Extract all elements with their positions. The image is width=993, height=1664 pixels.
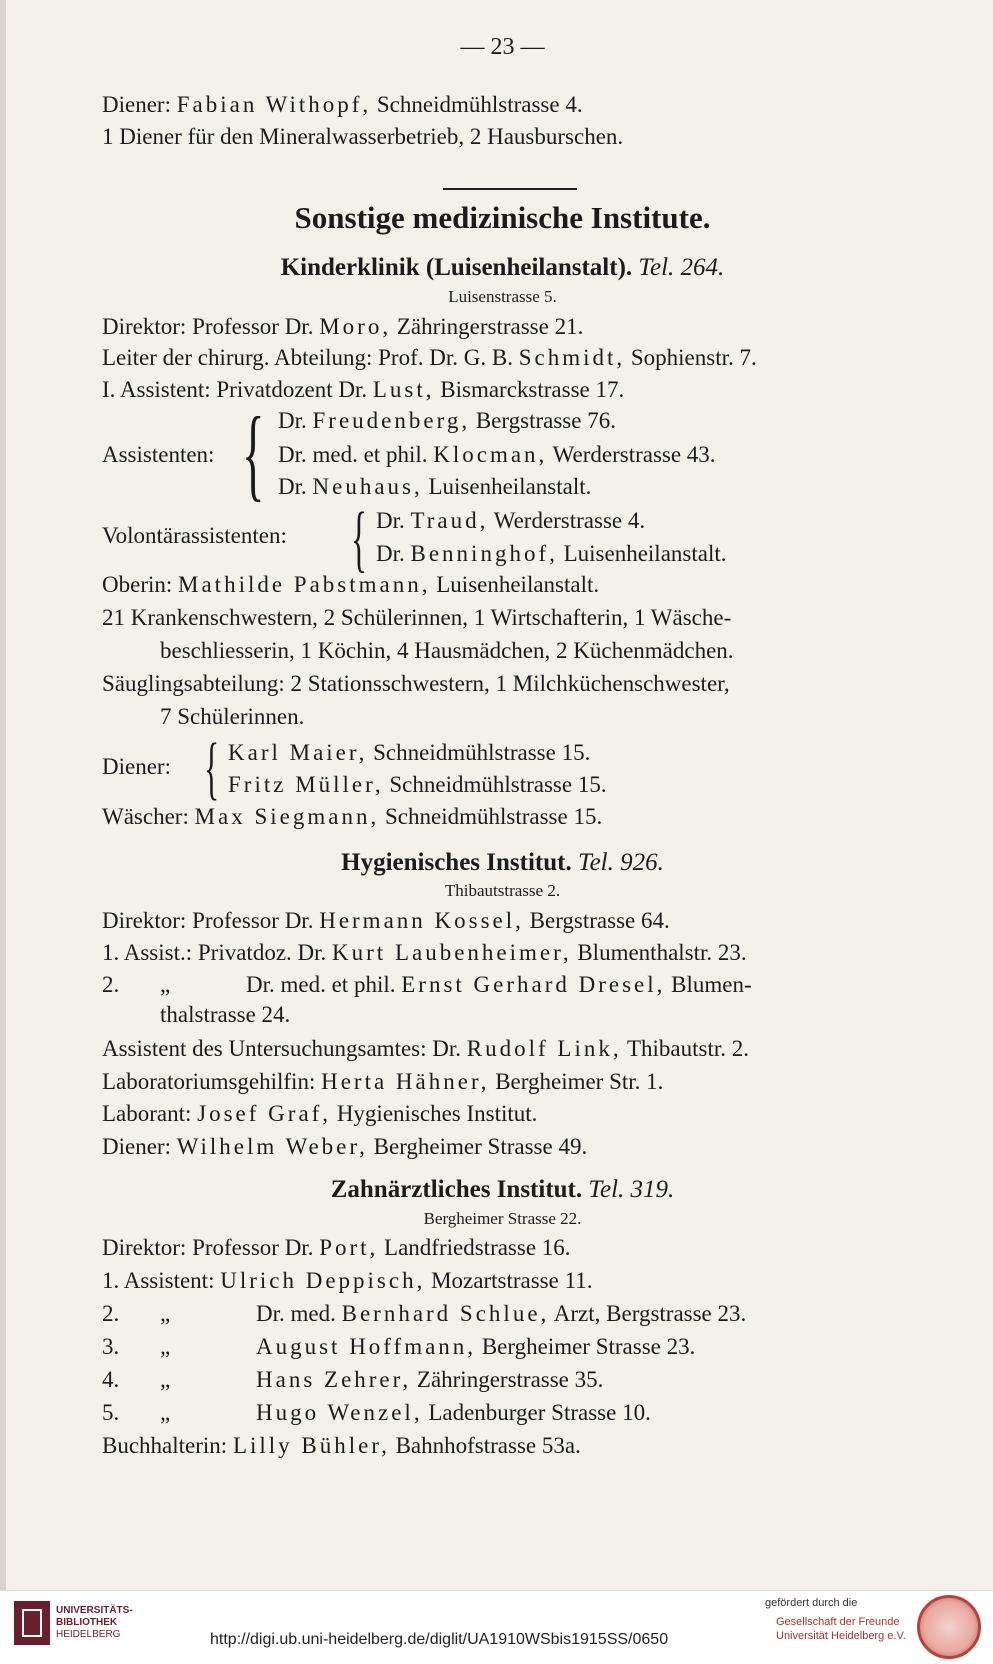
zahn-assistent: 1. Assistent: Ulrich Deppisch, Mozartstrasse 11. <box>102 1268 593 1293</box>
zahn-assistent: 5. „ Hugo Wenzel, Ladenburger Strasse 10. <box>102 1400 651 1425</box>
hygiene-laborant: Laborant: Josef Graf, Hygienisches Institut. <box>102 1101 538 1126</box>
zahn-assistent: 3. „ August Hoffmann, Bergheimer Strasse 23. <box>102 1334 696 1359</box>
zahn-assistent: 4. „ Hans Zehrer, Zähringerstrasse 35. <box>102 1367 604 1392</box>
zahn-heading: Zahnärztliches Institut. Tel. 319. <box>330 1176 675 1203</box>
diener-entry: Karl Maier, Schneidmühlstrasse 15. <box>228 740 591 765</box>
kinder-leiter: Leiter der chirurg. Abteilung: Prof. Dr. G. B. Schmidt, Sophienstr. 7. <box>102 345 757 370</box>
hygiene-direktor: Direktor: Professor Dr. Hermann Kossel, Bergstrasse 64. <box>102 908 670 933</box>
kinder-waescher: Wäscher: Max Siegmann, Schneidmühlstrasse 15. <box>102 804 603 829</box>
assistent-entry: Dr. Freudenberg, Bergstrasse 76. <box>278 408 616 433</box>
kinder-oberin: Oberin: Mathilde Pabstmann, Luisenheilanstalt. <box>102 572 600 597</box>
volontaer-entry: Dr. Traud, Werderstrasse 4. <box>376 508 646 533</box>
kinderklinik-address: Luisenstrasse 5. <box>448 287 557 306</box>
zahn-assistent: 2. „ Dr. med. Bernhard Schlue, Arzt, Bergstrasse 23. <box>102 1301 747 1326</box>
hygiene-assistent-1: 1. Assist.: Privatdoz. Dr. Kurt Laubenheimer, Blumenthalstr. 23. <box>102 940 747 965</box>
telephone: Tel. 926. <box>577 849 664 876</box>
university-seal-icon <box>917 1595 981 1659</box>
volontaer-label: Volontärassistenten: <box>102 523 287 548</box>
library-logo-icon <box>14 1601 50 1645</box>
brace: { <box>242 396 265 511</box>
page-number: — 23 — <box>460 34 545 60</box>
hygiene-heading: Hygienisches Institut. Tel. 926. <box>341 849 664 876</box>
staff-line: 1 Diener für den Mineralwasserbetrieb, 2 Hausburschen. <box>102 124 624 149</box>
assistenten-label: Assistenten: <box>102 442 215 467</box>
telephone: Tel. 319. <box>588 1176 675 1203</box>
hygiene-assistent-2-cont: thalstrasse 24. <box>160 1002 291 1027</box>
footer-bar <box>0 1590 993 1664</box>
permalink-url[interactable]: http://digi.ub.uni-heidelberg.de/diglit/UA1910WSbis1915SS/0650 <box>210 1631 669 1648</box>
telephone: Tel. 264. <box>638 254 725 281</box>
kinder-assistent-1: I. Assistent: Privatdozent Dr. Lust, Bismarckstrasse 17. <box>102 377 625 402</box>
sponsor-label: gefördert durch die <box>765 1597 858 1609</box>
brace: { <box>351 498 367 580</box>
sponsor-name: Gesellschaft der Freunde Universität Heidelberg e.V. <box>776 1616 906 1642</box>
kinder-personal: 21 Krankenschwestern, 2 Schülerinnen, 1 Wirtschafterin, 1 Wäsche- <box>102 605 732 630</box>
library-name: UNIVERSITÄTS- BIBLIOTHEK HEIDELBERG <box>56 1605 133 1640</box>
kinder-direktor: Direktor: Professor Dr. Moro, Zähringerstrasse 21. <box>102 314 584 339</box>
diener-entry: Fritz Müller, Schneidmühlstrasse 15. <box>228 772 607 797</box>
volontaer-entry: Dr. Benninghof, Luisenheilanstalt. <box>376 541 727 566</box>
kinder-saeugling-cont: 7 Schülerinnen. <box>160 704 305 729</box>
diener-line: Diener: Fabian Withopf, Schneidmühlstrasse 4. <box>102 92 583 117</box>
hygiene-address: Thibautstrasse 2. <box>444 881 561 900</box>
person-name: Fabian Withopf, <box>176 92 372 117</box>
hygiene-gehilfin: Laboratoriumsgehilfin: Herta Hähner, Bergheimer Str. 1. <box>102 1069 664 1094</box>
hygiene-assistent-2: 2. „ Dr. med. et phil. Ernst Gerhard Dresel, Blumen- <box>102 972 752 997</box>
assistent-entry: Dr. med. et phil. Klocman, Werderstrasse 43. <box>278 442 716 467</box>
diener-label: Diener: <box>102 754 171 779</box>
section-divider <box>443 188 577 190</box>
zahn-address: Bergheimer Strasse 22. <box>423 1209 582 1228</box>
kinderklinik-heading: Kinderklinik (Luisenheilanstalt). Tel. 264. <box>280 254 725 281</box>
hygiene-untersuchung: Assistent des Untersuchungsamtes: Dr. Rudolf Link, Thibautstr. 2. <box>102 1036 749 1061</box>
zahn-buchhalterin: Buchhalterin: Lilly Bühler, Bahnhofstrasse 53a. <box>102 1433 581 1458</box>
brace: { <box>204 730 220 807</box>
assistent-entry: Dr. Neuhaus, Luisenheilanstalt. <box>278 474 592 499</box>
zahn-direktor: Direktor: Professor Dr. Port, Landfriedstrasse 16. <box>102 1235 571 1260</box>
kinder-saeugling: Säuglingsabteilung: 2 Stationsschwestern, 1 Milchküchenschwester, <box>102 671 730 696</box>
hygiene-diener: Diener: Wilhelm Weber, Bergheimer Strasse 49. <box>102 1134 588 1159</box>
section-title: Sonstige medizinische Institute. <box>294 200 711 235</box>
kinder-personal-cont: beschliesserin, 1 Köchin, 4 Hausmädchen, 2 Küchenmädchen. <box>160 638 734 663</box>
